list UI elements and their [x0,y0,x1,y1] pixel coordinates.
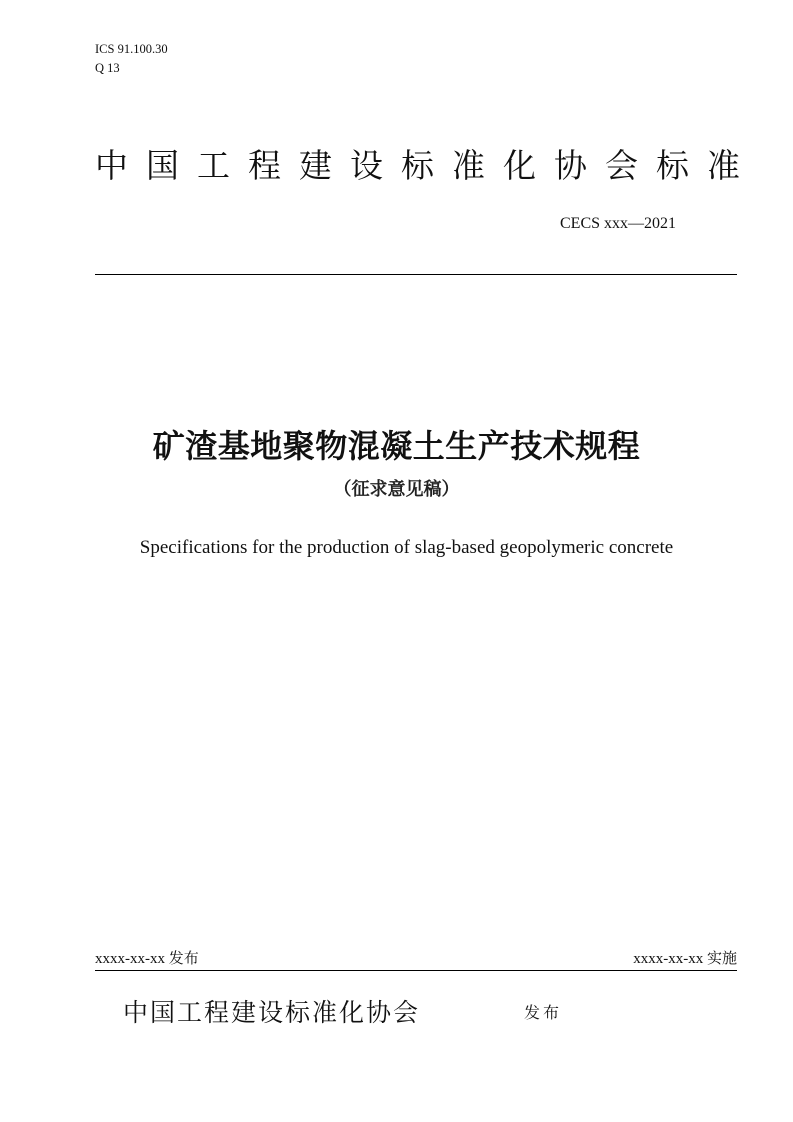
org-title-char: 会 [605,146,638,185]
document-title: 矿渣基地聚物混凝土生产技术规程 [152,427,641,465]
organization-standard-title [95,146,740,186]
bottom-divider [95,970,737,971]
ics-block [95,40,168,78]
classification-code: Q 13 [95,61,120,75]
org-title-char: 化 [503,146,536,185]
publisher-name: 中国工程建设标准化协会 [123,998,421,1027]
english-title: Specifications for the production of slag-based geopolymeric concrete [139,537,674,558]
org-title-char: 标 [656,146,689,185]
org-title-char: 标 [401,146,434,185]
standard-code: CECS xxx—2021 [560,215,677,232]
publish-label: 发布 [524,1003,563,1022]
org-title-char: 设 [350,146,383,185]
org-title-char: 工 [197,146,230,185]
implementation-date: xxxx-xx-xx 实施 [633,951,737,967]
issue-date: xxxx-xx-xx 发布 [95,951,199,967]
org-title-char: 准 [707,146,740,185]
org-title-char: 建 [299,146,332,185]
ics-code: ICS 91.100.30 [95,42,168,56]
top-divider [95,274,737,275]
org-title-char: 国 [146,146,179,185]
org-title-char: 程 [248,146,281,185]
org-title-char: 准 [452,146,485,185]
org-title-char: 协 [554,146,587,185]
draft-note: （征求意见稿） [333,479,460,500]
org-title-char: 中 [95,146,128,185]
